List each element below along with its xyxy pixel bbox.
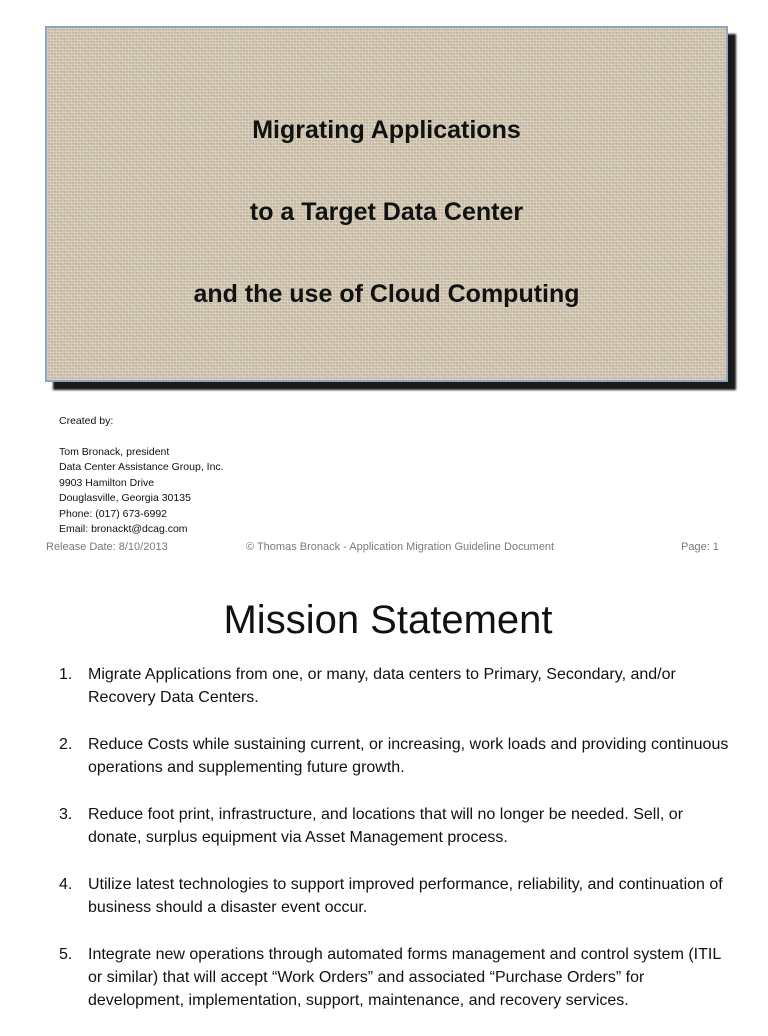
street-address: 9903 Hamilton Drive	[59, 476, 155, 489]
page-number: Page: 1	[681, 541, 719, 553]
list-item-text: Reduce Costs while sustaining current, or increasing, work loads and providing continuous operations and supplementing future growth.	[88, 736, 729, 776]
title-line-3: and the use of Cloud Computing	[193, 280, 580, 308]
list-item-number: 3.	[59, 806, 73, 823]
release-date: Release Date: 8/10/2013	[46, 541, 168, 553]
list-item	[59, 733, 739, 779]
list-item-text: Migrate Applications from one, or many, data centers to Primary, Secondary, and/or Recovery Data Centers.	[88, 666, 676, 706]
list-item-text: Utilize latest technologies to support improved performance, reliability, and continuation of business should a disaster event occur.	[88, 876, 723, 916]
company-name: Data Center Assistance Group, Inc.	[59, 461, 224, 473]
mission-title: Mission Statement	[223, 598, 553, 642]
credits-spacer	[59, 430, 224, 445]
title-box	[45, 26, 728, 382]
list-item	[59, 803, 739, 849]
list-item-number: 2.	[59, 736, 73, 753]
created-by-label: Created by:	[59, 415, 114, 427]
title-line-1: Migrating Applications	[252, 116, 521, 144]
city-address: Douglasville, Georgia 30135	[59, 492, 191, 504]
list-item-number: 4.	[59, 876, 73, 893]
email-address: Email: bronackt@dcag.com	[59, 523, 188, 535]
list-item-number: 5.	[59, 946, 73, 963]
list-item	[59, 663, 739, 709]
list-item-number: 1.	[59, 666, 73, 683]
credits-block	[59, 414, 224, 538]
copyright-notice: © Thomas Bronack - Application Migration Guideline Document	[246, 541, 555, 553]
list-item-text: Integrate new operations through automated forms management and control system (ITIL or similar) that will accept “Work Orders” and associated “Purchase Orders” for development, implementation, support, maintenance, and recovery services.	[88, 946, 721, 1009]
list-item	[59, 943, 739, 1012]
phone-number: Phone: (017) 673-6992	[59, 507, 167, 520]
mission-list	[59, 663, 739, 1036]
list-item	[59, 873, 739, 919]
title-line-2: to a Target Data Center	[249, 198, 524, 226]
list-item-text: Reduce foot print, infrastructure, and locations that will no longer be needed. Sell, or donate, surplus equipment via Asset Management process.	[88, 806, 684, 846]
author-name: Tom Bronack, president	[59, 445, 170, 458]
